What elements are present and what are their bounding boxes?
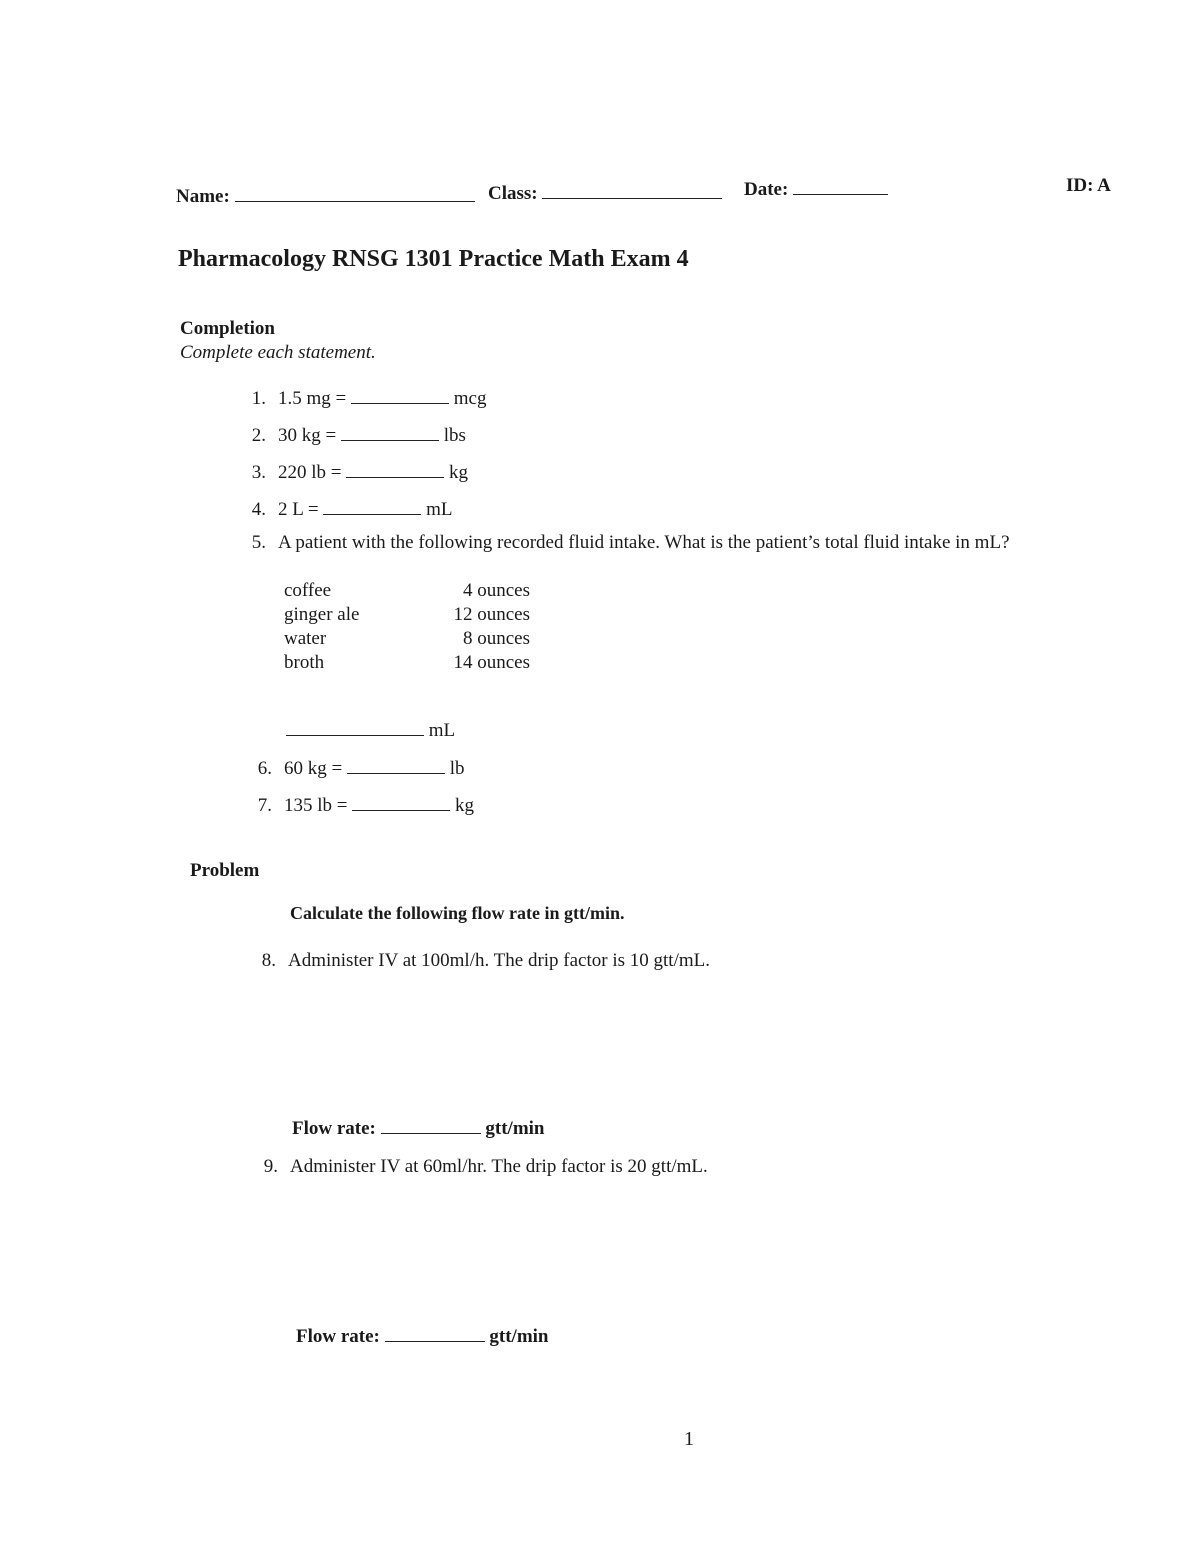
fluid-row-water: water 8 ounces: [284, 628, 530, 649]
name-blank[interactable]: [235, 201, 475, 202]
question-9: 9. Administer IV at 60ml/hr. The drip factor is 20 gtt/mL.: [263, 1156, 708, 1177]
name-label: Name:: [176, 186, 230, 207]
name-field: [176, 186, 475, 208]
class-field: [488, 183, 722, 205]
question-6: 6. 60 kg = lb: [257, 758, 465, 779]
completion-heading: Completion: [180, 318, 275, 339]
date-field: [744, 179, 888, 201]
completion-instruction: Complete each statement.: [180, 342, 376, 363]
answer-blank-5[interactable]: [286, 735, 424, 736]
question-5-answer: mL: [286, 720, 455, 742]
answer-blank-7[interactable]: [352, 810, 450, 811]
question-9-flow-rate: Flow rate: gtt/min: [296, 1326, 549, 1347]
answer-blank-8[interactable]: [381, 1133, 481, 1134]
question-2: 2. 30 kg = lbs: [251, 425, 466, 446]
answer-blank-9[interactable]: [385, 1341, 485, 1342]
question-4: 4. 2 L = mL: [251, 499, 453, 520]
fluid-row-broth: broth 14 ounces: [284, 652, 530, 673]
class-label: Class:: [488, 183, 538, 204]
problem-instruction: Calculate the following flow rate in gtt/min.: [290, 903, 625, 923]
answer-blank-3[interactable]: [346, 477, 444, 478]
answer-blank-6[interactable]: [347, 773, 445, 774]
question-8: 8. Administer IV at 100ml/h. The drip factor is 10 gtt/mL.: [261, 950, 710, 971]
question-3: 3. 220 lb = kg: [251, 462, 468, 483]
id-label: ID: A: [1066, 175, 1111, 196]
fluid-row-coffee: coffee 4 ounces: [284, 580, 530, 601]
question-5: 5. A patient with the following recorded fluid intake. What is the patient’s total fluid intake in mL?: [251, 532, 1010, 553]
question-7: 7. 135 lb = kg: [257, 795, 474, 816]
date-blank[interactable]: [793, 194, 888, 195]
question-8-flow-rate: Flow rate: gtt/min: [292, 1118, 545, 1139]
class-blank[interactable]: [542, 198, 722, 199]
problem-heading: Problem: [190, 860, 260, 881]
page-number: 1: [684, 1428, 694, 1450]
question-1: 1. 1.5 mg = mcg: [251, 388, 487, 409]
answer-blank-1[interactable]: [351, 403, 449, 404]
page-title: Pharmacology RNSG 1301 Practice Math Exam 4: [178, 246, 689, 272]
fluid-row-ginger-ale: ginger ale 12 ounces: [284, 604, 530, 625]
answer-blank-2[interactable]: [341, 440, 439, 441]
date-label: Date:: [744, 179, 789, 200]
answer-blank-4[interactable]: [323, 514, 421, 515]
